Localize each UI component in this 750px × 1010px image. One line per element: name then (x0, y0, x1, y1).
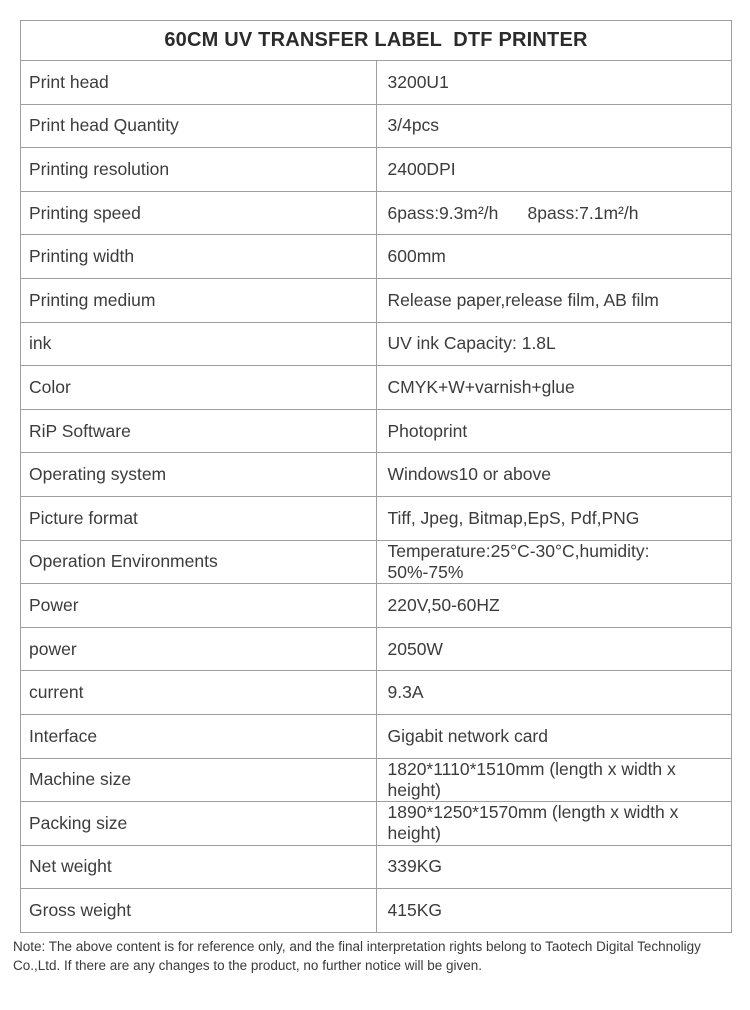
spec-value: Gigabit network card (376, 714, 732, 758)
table-row (21, 496, 732, 540)
spec-value: Tiff, Jpeg, Bitmap,EpS, Pdf,PNG (376, 496, 732, 540)
spec-label: Operating system (21, 453, 377, 497)
table-row (21, 627, 732, 671)
spec-label: Printing medium (21, 278, 377, 322)
spec-label: Printing speed (21, 191, 377, 235)
spec-table-body (21, 61, 732, 933)
spec-label: Interface (21, 714, 377, 758)
spec-value: 220V,50-60HZ (376, 584, 732, 628)
table-row (21, 889, 732, 933)
spec-label: Packing size (21, 802, 377, 846)
table-row (21, 714, 732, 758)
spec-value: Temperature:25°C-30°C,humidity: 50%-75% (376, 540, 732, 584)
spec-value: 6pass:9.3m²/h 8pass:7.1m²/h (376, 191, 732, 235)
spec-label: Power (21, 584, 377, 628)
table-row (21, 453, 732, 497)
spec-label: Printing width (21, 235, 377, 279)
spec-table (20, 20, 732, 933)
title-row (21, 21, 732, 61)
spec-value: UV ink Capacity: 1.8L (376, 322, 732, 366)
spec-label: Color (21, 366, 377, 410)
table-row (21, 235, 732, 279)
spec-label: Printing resolution (21, 148, 377, 192)
table-row (21, 148, 732, 192)
table-row (21, 104, 732, 148)
spec-label: Machine size (21, 758, 377, 802)
spec-value: 1890*1250*1570mm (length x width x height) (376, 802, 732, 846)
table-row (21, 61, 732, 105)
spec-label: Print head Quantity (21, 104, 377, 148)
spec-label: current (21, 671, 377, 715)
table-row (21, 191, 732, 235)
table-row (21, 366, 732, 410)
spec-value: 415KG (376, 889, 732, 933)
spec-value: 2400DPI (376, 148, 732, 192)
spec-value: 339KG (376, 845, 732, 889)
spec-value: Photoprint (376, 409, 732, 453)
spec-value: Windows10 or above (376, 453, 732, 497)
spec-label: Net weight (21, 845, 377, 889)
spec-value: 600mm (376, 235, 732, 279)
spec-value: Release paper,release film, AB film (376, 278, 732, 322)
spec-label: RiP Software (21, 409, 377, 453)
table-row (21, 802, 732, 846)
spec-label: Gross weight (21, 889, 377, 933)
spec-label: power (21, 627, 377, 671)
table-row (21, 322, 732, 366)
table-row (21, 758, 732, 802)
spec-label: ink (21, 322, 377, 366)
spec-value: 3200U1 (376, 61, 732, 105)
spec-label: Picture format (21, 496, 377, 540)
spec-value: CMYK+W+varnish+glue (376, 366, 732, 410)
table-row (21, 584, 732, 628)
spec-value: 2050W (376, 627, 732, 671)
spec-label: Print head (21, 61, 377, 105)
footer-note: Note: The above content is for reference only, and the final interpretation rights belong to Taotech Digital Technoligy Co.,Ltd. If there are any changes to the product, no further notice will be given. (13, 938, 701, 973)
table-row (21, 409, 732, 453)
page-title: 60CM UV TRANSFER LABEL DTF PRINTER (21, 21, 732, 61)
spec-value: 1820*1110*1510mm (length x width x height) (376, 758, 732, 802)
table-row (21, 540, 732, 584)
spec-value: 9.3A (376, 671, 732, 715)
table-row (21, 671, 732, 715)
table-row (21, 845, 732, 889)
spec-label: Operation Environments (21, 540, 377, 584)
spec-value: 3/4pcs (376, 104, 732, 148)
table-row (21, 278, 732, 322)
